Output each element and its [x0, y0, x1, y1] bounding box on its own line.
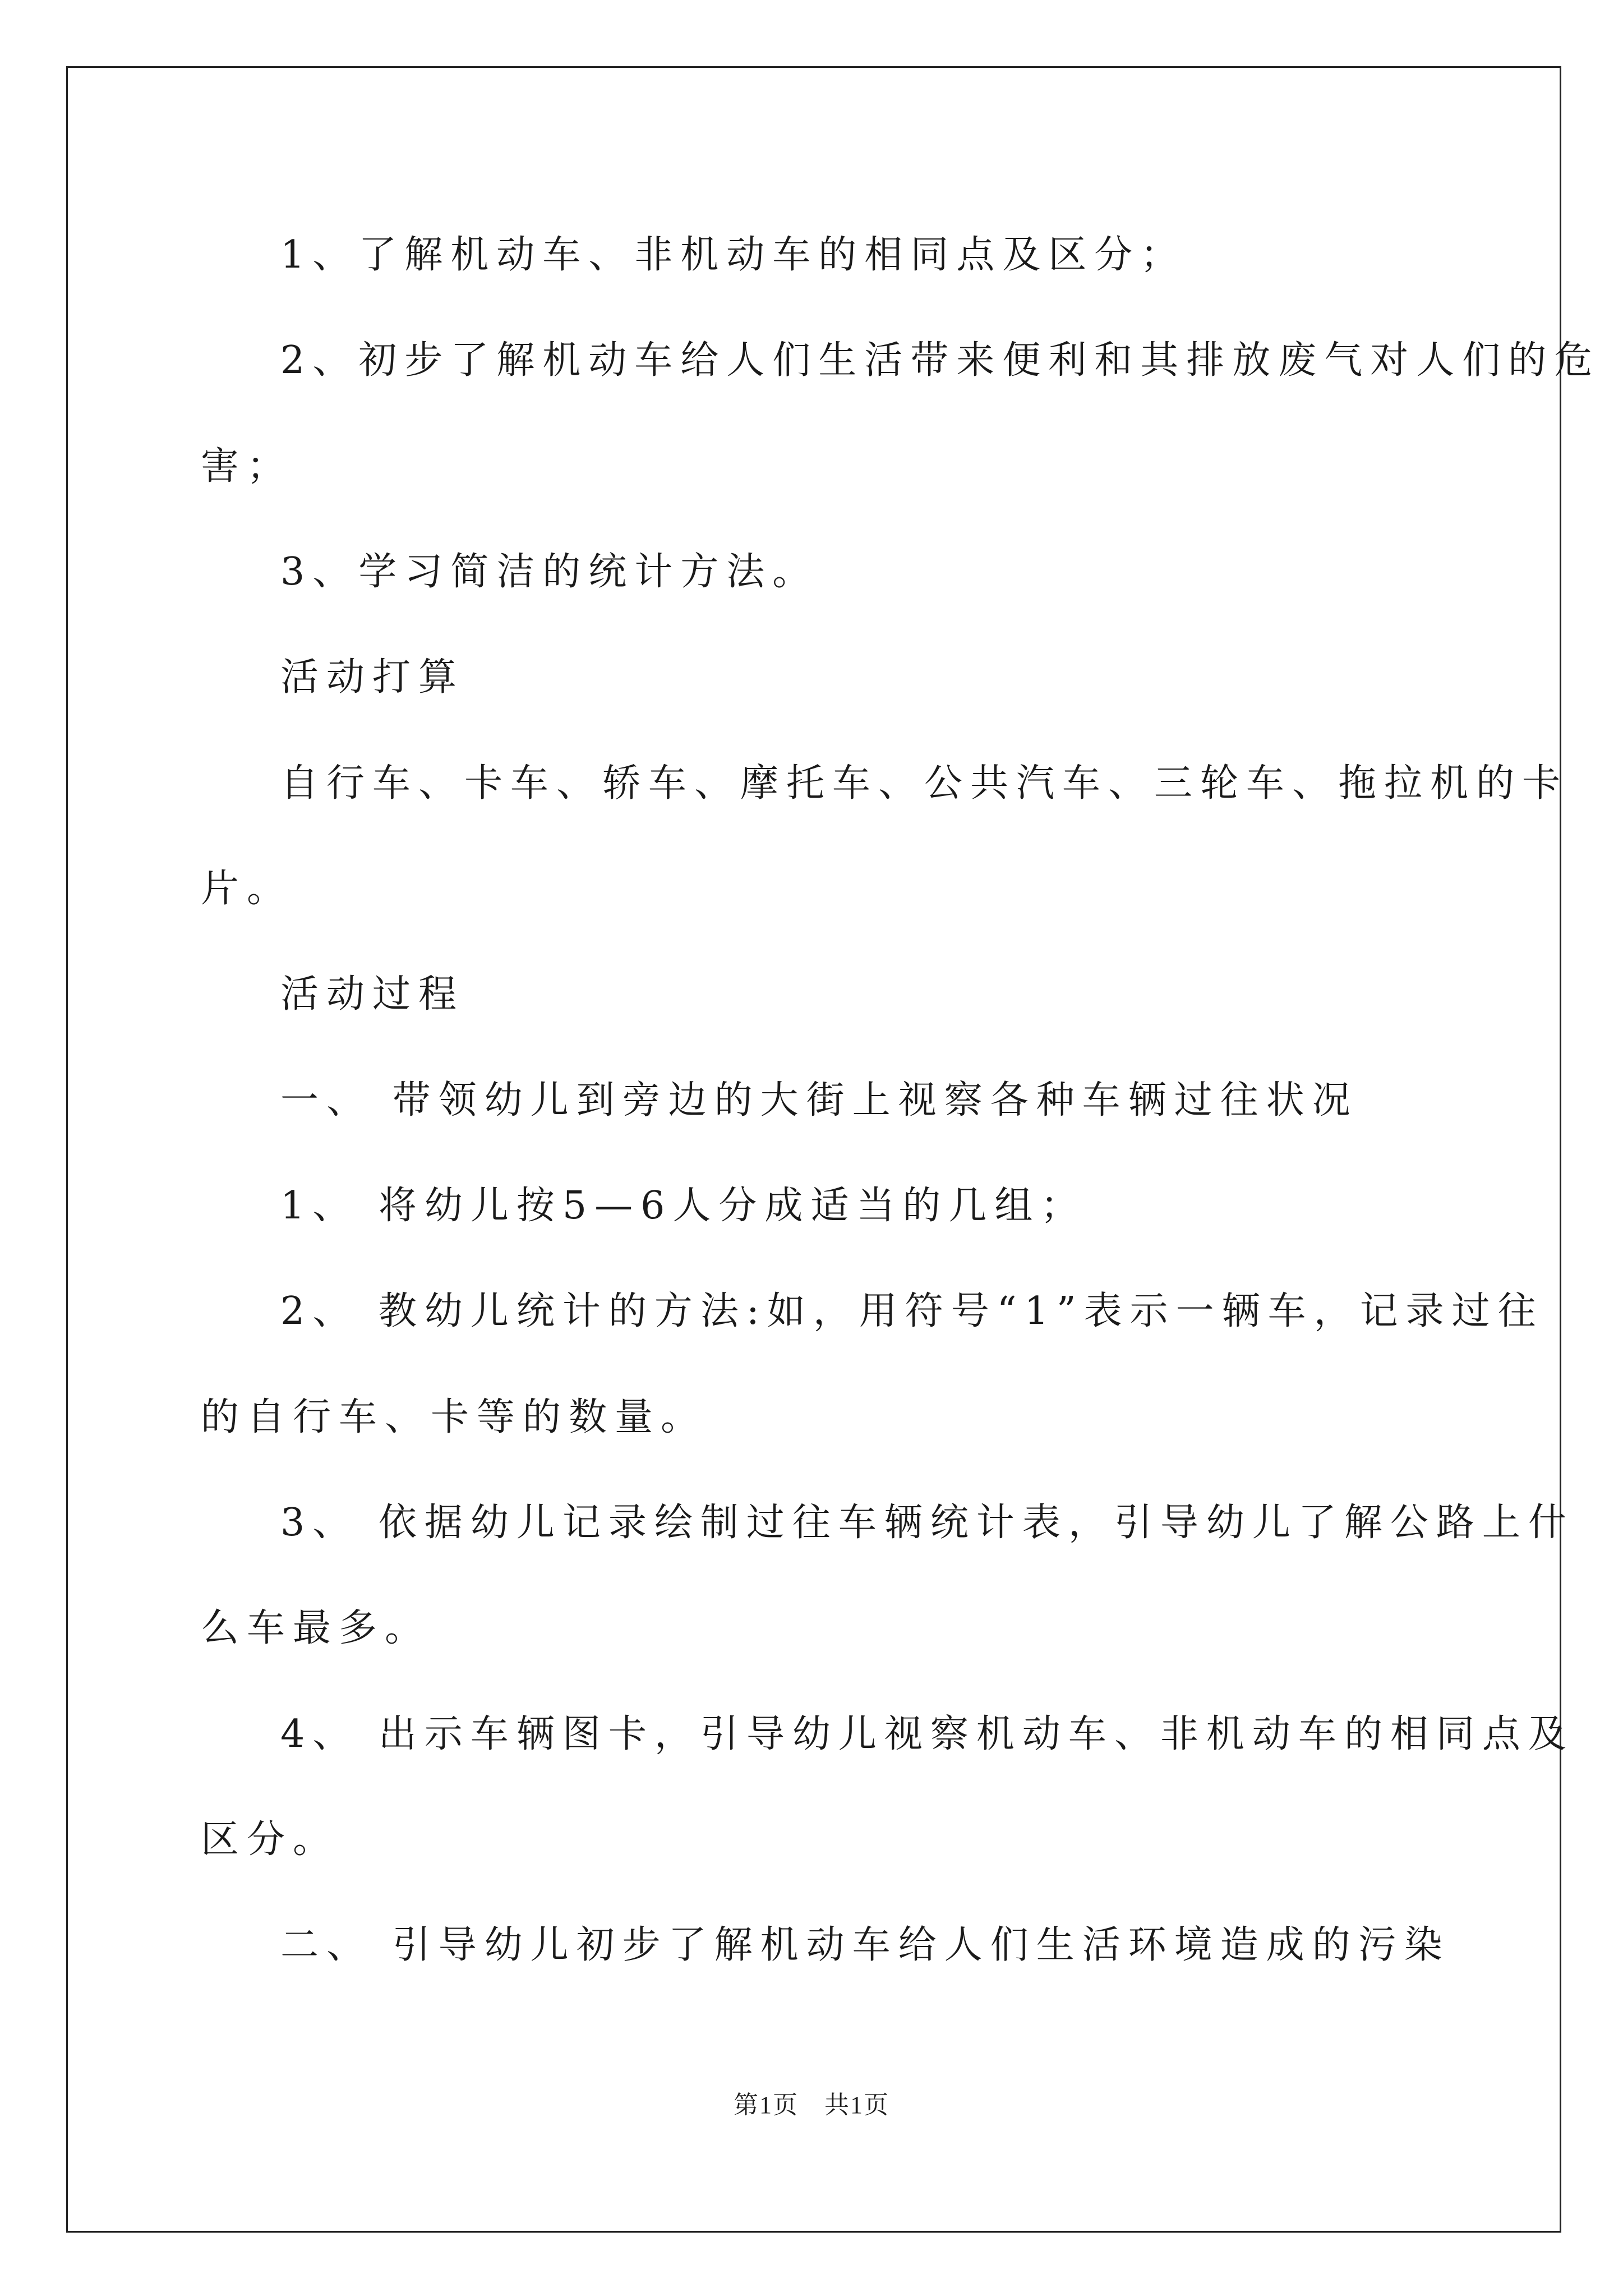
page-border	[66, 66, 1601, 2233]
process-substep-2-continued: 的自行车、卡等的数量。	[201, 1395, 707, 1439]
preparation-text: 自行车、卡车、轿车、摩托车、公共汽车、三轮车、拖拉机的卡	[280, 761, 1569, 806]
process-step-1: 一、 带领幼儿到旁边的大街上视察各种车辆过往状况	[280, 1078, 1358, 1122]
goal-item-2: 2、初步了解机动车给人们生活带来便利和其排放废气对人们的危	[280, 338, 1601, 383]
preparation-text-continued: 片。	[201, 867, 293, 911]
process-substep-2: 2、 教幼儿统计的方法:如，用符号“1”表示一辆车，记录过往	[280, 1289, 1544, 1333]
process-substep-1: 1、 将幼儿按5—6人分成适当的几组；	[280, 1184, 1087, 1228]
process-substep-3-continued: 么车最多。	[201, 1606, 431, 1650]
goal-item-3: 3、学习简洁的统计方法。	[280, 550, 819, 594]
process-substep-4-continued: 区分。	[201, 1818, 339, 1862]
section-heading-preparation: 活动打算	[280, 655, 465, 700]
goal-item-2-continued: 害；	[201, 444, 293, 489]
page-number-footer: 第1页 共1页	[734, 2091, 889, 2119]
section-heading-process: 活动过程	[280, 972, 465, 1016]
process-substep-4: 4、 出示车辆图卡，引导幼儿视察机动车、非机动车的相同点及	[280, 1712, 1574, 1756]
process-substep-3: 3、 依据幼儿记录绘制过往车辆统计表，引导幼儿了解公路上什	[280, 1501, 1574, 1545]
process-step-2: 二、 引导幼儿初步了解机动车给人们生活环境造成的污染	[280, 1923, 1450, 1967]
goal-item-1: 1、了解机动车、非机动车的相同点及区分；	[280, 233, 1187, 277]
